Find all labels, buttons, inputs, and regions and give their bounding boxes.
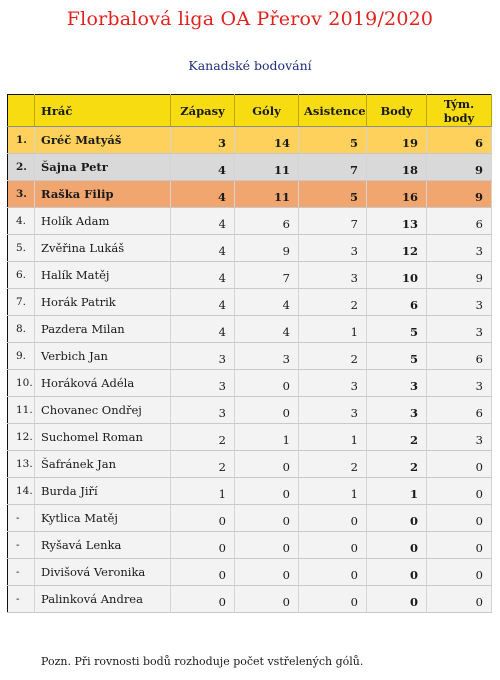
goals-cell: 0: [235, 451, 299, 478]
player-name-cell: Raška Filip: [35, 181, 171, 208]
table-header-row: [8, 95, 492, 127]
assists-cell: 3: [299, 262, 367, 289]
player-name-cell: Šajna Petr: [35, 154, 171, 181]
matches-cell: 3: [171, 397, 235, 424]
rank-cell: 12.: [8, 424, 35, 451]
team-points-cell: 3: [427, 316, 492, 343]
player-name-cell: Kytlica Matěj: [35, 505, 171, 532]
assists-cell: 5: [299, 127, 367, 154]
matches-cell: 2: [171, 451, 235, 478]
table-row: [8, 208, 492, 235]
rank-cell: 11.: [8, 397, 35, 424]
player-name-cell: Verbich Jan: [35, 343, 171, 370]
points-cell: 6: [367, 289, 427, 316]
rank-cell: 10.: [8, 370, 35, 397]
goals-cell: 7: [235, 262, 299, 289]
goals-cell: 14: [235, 127, 299, 154]
points-cell: 16: [367, 181, 427, 208]
points-cell: 3: [367, 397, 427, 424]
rank-cell: 6.: [8, 262, 35, 289]
matches-cell: 0: [171, 586, 235, 613]
team-points-cell: 9: [427, 262, 492, 289]
player-name-cell: Palinková Andrea: [35, 586, 171, 613]
matches-cell: 4: [171, 235, 235, 262]
points-cell: 0: [367, 532, 427, 559]
points-cell: 12: [367, 235, 427, 262]
rank-cell: 2.: [8, 154, 35, 181]
matches-cell: 3: [171, 343, 235, 370]
table-row: [8, 505, 492, 532]
table-row: [8, 127, 492, 154]
team-points-cell: 0: [427, 586, 492, 613]
rank-cell: 1.: [8, 127, 35, 154]
goals-cell: 11: [235, 154, 299, 181]
assists-cell: 0: [299, 559, 367, 586]
team-points-cell: 6: [427, 208, 492, 235]
points-cell: 0: [367, 586, 427, 613]
table-row: [8, 586, 492, 613]
header-rank: [8, 95, 35, 127]
player-name-cell: Holík Adam: [35, 208, 171, 235]
matches-cell: 4: [171, 262, 235, 289]
assists-cell: 2: [299, 451, 367, 478]
matches-cell: 0: [171, 559, 235, 586]
team-points-cell: 3: [427, 424, 492, 451]
matches-cell: 4: [171, 289, 235, 316]
team-points-cell: 6: [427, 343, 492, 370]
team-points-cell: 3: [427, 370, 492, 397]
goals-cell: 1: [235, 424, 299, 451]
rank-cell: 5.: [8, 235, 35, 262]
page-subtitle: Kanadské bodování: [188, 58, 312, 73]
assists-cell: 5: [299, 181, 367, 208]
header-assists: Asistence: [299, 95, 367, 127]
standings-body: [8, 127, 492, 613]
matches-cell: 0: [171, 532, 235, 559]
player-name-cell: Gréč Matyáš: [35, 127, 171, 154]
rank-cell: 3.: [8, 181, 35, 208]
rank-cell: -: [8, 559, 35, 586]
table-row: [8, 181, 492, 208]
team-points-cell: 0: [427, 451, 492, 478]
team-points-cell: 9: [427, 181, 492, 208]
team-points-cell: 6: [427, 127, 492, 154]
points-cell: 13: [367, 208, 427, 235]
assists-cell: 0: [299, 505, 367, 532]
table-row: [8, 343, 492, 370]
header-matches: Zápasy: [171, 95, 235, 127]
team-points-cell: 3: [427, 289, 492, 316]
rank-cell: -: [8, 586, 35, 613]
table-row: [8, 370, 492, 397]
matches-cell: 4: [171, 316, 235, 343]
points-cell: 2: [367, 424, 427, 451]
footnote: Pozn. Při rovnosti bodů rozhoduje počet vstřelených gólů.: [41, 655, 364, 668]
table-row: [8, 451, 492, 478]
table-row: [8, 289, 492, 316]
matches-cell: 2: [171, 424, 235, 451]
matches-cell: 0: [171, 505, 235, 532]
player-name-cell: Horák Patrik: [35, 289, 171, 316]
matches-cell: 3: [171, 127, 235, 154]
standings-table: [7, 94, 492, 613]
team-points-cell: 3: [427, 235, 492, 262]
table-row: [8, 262, 492, 289]
rank-cell: 9.: [8, 343, 35, 370]
assists-cell: 3: [299, 235, 367, 262]
header-points: Body: [367, 95, 427, 127]
goals-cell: 4: [235, 316, 299, 343]
player-name-cell: Zvěřina Lukáš: [35, 235, 171, 262]
header-player: Hráč: [35, 95, 171, 127]
player-name-cell: Suchomel Roman: [35, 424, 171, 451]
goals-cell: 4: [235, 289, 299, 316]
points-cell: 5: [367, 316, 427, 343]
assists-cell: 1: [299, 316, 367, 343]
rank-cell: 4.: [8, 208, 35, 235]
goals-cell: 3: [235, 343, 299, 370]
table-row: [8, 235, 492, 262]
assists-cell: 3: [299, 370, 367, 397]
player-name-cell: Divišová Veronika: [35, 559, 171, 586]
rank-cell: -: [8, 505, 35, 532]
goals-cell: 0: [235, 532, 299, 559]
player-name-cell: Chovanec Ondřej: [35, 397, 171, 424]
assists-cell: 3: [299, 397, 367, 424]
goals-cell: 0: [235, 478, 299, 505]
header-goals: Góly: [235, 95, 299, 127]
goals-cell: 0: [235, 505, 299, 532]
points-cell: 0: [367, 505, 427, 532]
header-team-points: Tým. body: [427, 95, 492, 127]
points-cell: 19: [367, 127, 427, 154]
goals-cell: 11: [235, 181, 299, 208]
player-name-cell: Ryšavá Lenka: [35, 532, 171, 559]
goals-cell: 0: [235, 586, 299, 613]
team-points-cell: 0: [427, 478, 492, 505]
table-row: [8, 154, 492, 181]
assists-cell: 0: [299, 532, 367, 559]
matches-cell: 4: [171, 154, 235, 181]
matches-cell: 3: [171, 370, 235, 397]
points-cell: 18: [367, 154, 427, 181]
points-cell: 0: [367, 559, 427, 586]
table-row: [8, 424, 492, 451]
team-points-cell: 0: [427, 505, 492, 532]
rank-cell: 13.: [8, 451, 35, 478]
team-points-cell: 6: [427, 397, 492, 424]
assists-cell: 2: [299, 343, 367, 370]
matches-cell: 4: [171, 181, 235, 208]
table-row: [8, 478, 492, 505]
goals-cell: 6: [235, 208, 299, 235]
rank-cell: -: [8, 532, 35, 559]
goals-cell: 0: [235, 559, 299, 586]
team-points-cell: 0: [427, 559, 492, 586]
table-row: [8, 316, 492, 343]
table-row: [8, 559, 492, 586]
rank-cell: 8.: [8, 316, 35, 343]
assists-cell: 1: [299, 478, 367, 505]
page-title: Florbalová liga OA Přerov 2019/2020: [66, 8, 434, 30]
table-row: [8, 532, 492, 559]
assists-cell: 0: [299, 586, 367, 613]
player-name-cell: Horáková Adéla: [35, 370, 171, 397]
matches-cell: 4: [171, 208, 235, 235]
rank-cell: 7.: [8, 289, 35, 316]
assists-cell: 1: [299, 424, 367, 451]
assists-cell: 2: [299, 289, 367, 316]
points-cell: 1: [367, 478, 427, 505]
goals-cell: 9: [235, 235, 299, 262]
assists-cell: 7: [299, 208, 367, 235]
points-cell: 10: [367, 262, 427, 289]
team-points-cell: 0: [427, 532, 492, 559]
player-name-cell: Šafránek Jan: [35, 451, 171, 478]
player-name-cell: Pazdera Milan: [35, 316, 171, 343]
player-name-cell: Burda Jiří: [35, 478, 171, 505]
assists-cell: 7: [299, 154, 367, 181]
goals-cell: 0: [235, 370, 299, 397]
rank-cell: 14.: [8, 478, 35, 505]
table-row: [8, 397, 492, 424]
points-cell: 3: [367, 370, 427, 397]
matches-cell: 1: [171, 478, 235, 505]
points-cell: 5: [367, 343, 427, 370]
player-name-cell: Halík Matěj: [35, 262, 171, 289]
team-points-cell: 9: [427, 154, 492, 181]
goals-cell: 0: [235, 397, 299, 424]
points-cell: 2: [367, 451, 427, 478]
